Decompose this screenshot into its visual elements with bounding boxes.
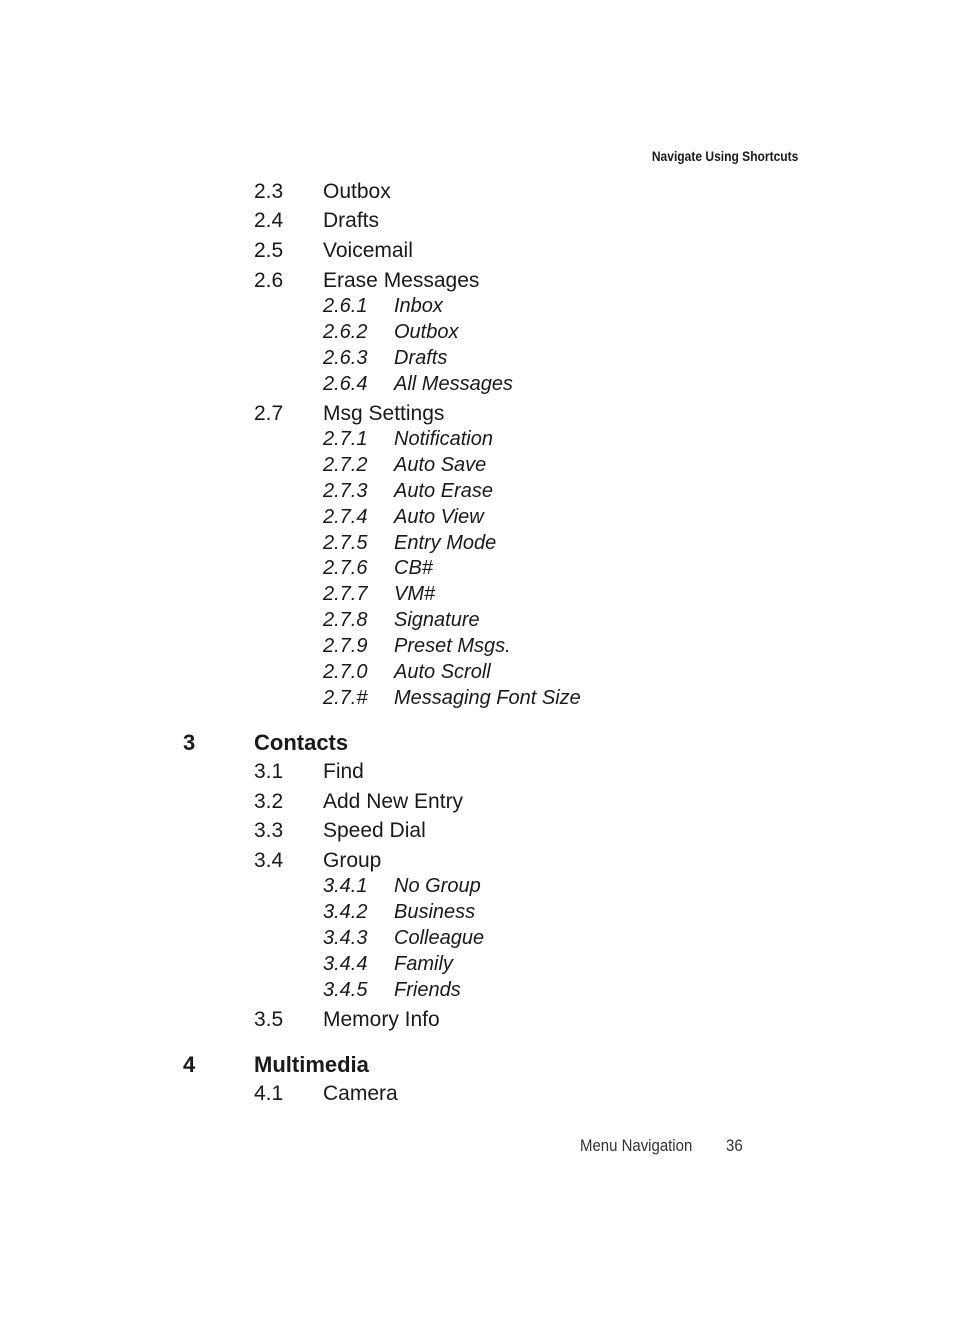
item-number: 2.5 <box>254 239 284 262</box>
item-label: VM# <box>394 583 436 605</box>
item-label: Auto View <box>394 506 484 528</box>
item-number: 2.7.9 <box>323 635 368 657</box>
item-number: 2.3 <box>254 180 284 203</box>
item-label: Auto Scroll <box>394 661 491 683</box>
item-number: 2.7.1 <box>323 428 368 450</box>
item-number: 3.2 <box>254 790 284 813</box>
item-number: 2.6.4 <box>323 373 368 395</box>
item-label: Inbox <box>394 295 443 317</box>
item-number: 3.4.4 <box>323 953 368 975</box>
item-number: 3.4.5 <box>323 979 368 1001</box>
item-number: 2.4 <box>254 209 284 232</box>
item-number: 4.1 <box>254 1082 284 1105</box>
item-number: 3.1 <box>254 760 284 783</box>
item-number: 3.5 <box>254 1008 284 1031</box>
item-number: 2.6.2 <box>323 321 368 343</box>
item-label: Drafts <box>323 209 380 232</box>
item-number: 2.7.3 <box>323 480 368 502</box>
item-number: 3 <box>183 730 196 755</box>
item-label: Colleague <box>394 927 485 949</box>
item-label: Messaging Font Size <box>394 687 581 709</box>
item-label: Msg Settings <box>323 402 445 425</box>
item-number: 2.7.4 <box>323 506 368 528</box>
item-label: Find <box>323 760 364 783</box>
item-number: 3.4.1 <box>323 875 368 897</box>
item-number: 2.7 <box>254 402 284 425</box>
item-number: 2.7.# <box>323 687 368 709</box>
item-label: No Group <box>394 875 481 897</box>
item-number: 2.7.6 <box>323 557 368 579</box>
item-label: Auto Erase <box>394 480 493 502</box>
item-label: Memory Info <box>323 1008 440 1031</box>
item-label: Speed Dial <box>323 819 426 842</box>
footer-section-title: Menu Navigation <box>580 1136 693 1155</box>
item-label: Friends <box>394 979 461 1001</box>
item-label: Preset Msgs. <box>394 635 511 657</box>
item-label: All Messages <box>394 373 513 395</box>
item-number: 2.7.5 <box>323 532 368 554</box>
item-label: CB# <box>394 557 433 579</box>
item-label: Add New Entry <box>323 790 464 813</box>
item-label: Signature <box>394 609 480 631</box>
item-number: 3.4.2 <box>323 901 368 923</box>
item-number: 2.7.0 <box>323 661 368 683</box>
item-label: Auto Save <box>394 454 487 476</box>
item-label: Outbox <box>394 321 459 343</box>
item-number: 3.3 <box>254 819 284 842</box>
page-number: 36 <box>726 1136 743 1155</box>
item-number: 3.4 <box>254 849 284 872</box>
item-label: Entry Mode <box>394 532 497 554</box>
item-number: 4 <box>183 1052 196 1077</box>
item-number: 3.4.3 <box>323 927 368 949</box>
item-label: Notification <box>394 428 493 450</box>
item-label: Erase Messages <box>323 269 480 292</box>
item-label: Drafts <box>394 347 448 369</box>
item-number: 2.7.2 <box>323 454 368 476</box>
item-number: 2.6 <box>254 269 284 292</box>
running-header: Navigate Using Shortcuts <box>651 148 798 164</box>
item-number: 2.6.3 <box>323 347 368 369</box>
item-label: Multimedia <box>254 1052 369 1077</box>
item-label: Family <box>394 953 453 975</box>
item-label: Voicemail <box>323 239 413 262</box>
item-number: 2.7.7 <box>323 583 368 605</box>
item-label: Outbox <box>323 180 391 203</box>
item-label: Camera <box>323 1082 398 1105</box>
item-number: 2.6.1 <box>323 295 368 317</box>
item-label: Contacts <box>254 730 349 755</box>
item-label: Business <box>394 901 476 923</box>
item-label: Group <box>323 849 382 872</box>
item-number: 2.7.8 <box>323 609 368 631</box>
